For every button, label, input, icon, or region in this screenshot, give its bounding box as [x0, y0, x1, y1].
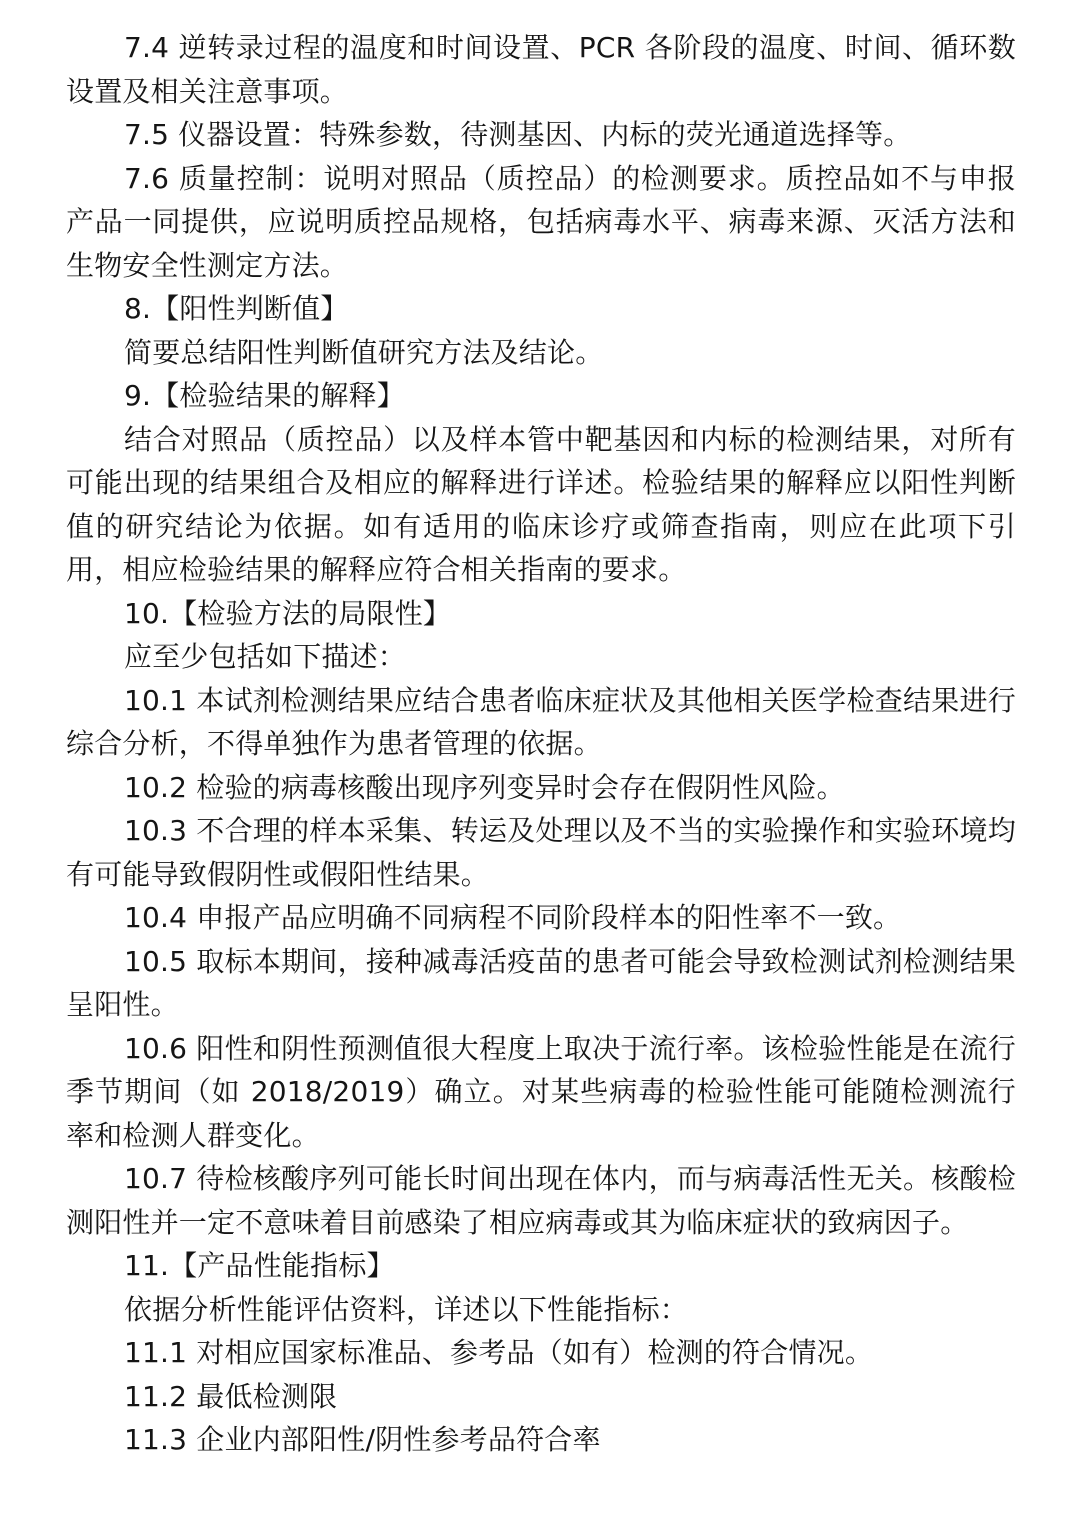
paragraph-7-5: 7.5 仪器设置：特殊参数，待测基因、内标的荧光通道选择等。	[124, 118, 912, 151]
paragraph-10-1: 10.1 本试剂检测结果应结合患者临床症状及其他相关医学检查结果进行综合分析，不得单独作为患者管理的依据。	[66, 683, 1016, 760]
paragraph-11-intro: 依据分析性能评估资料，详述以下性能指标：	[124, 1292, 689, 1326]
heading-9-result-interpretation: 9.【检验结果的解释】	[124, 379, 405, 412]
paragraph-7-4: 7.4 逆转录过程的温度和时间设置、PCR 各阶段的温度、时间、循环数设置及相关注意事项。	[66, 31, 1016, 108]
paragraph-10-2: 10.2 检验的病毒核酸出现序列变异时会存在假阴性风险。	[124, 770, 845, 804]
paragraph-7-6: 7.6 质量控制：说明对照品（质控品）的检测要求。质控品如不与申报产品一同提供，应说明质控品规格，包括病毒水平、病毒来源、灭活方法和生物安全性测定方法。	[66, 161, 1016, 282]
heading-11-performance-indicators: 11.【产品性能指标】	[124, 1249, 395, 1282]
paragraph-10-intro: 应至少包括如下描述：	[124, 640, 407, 673]
paragraph-11-2: 11.2 最低检测限	[124, 1379, 338, 1413]
paragraph-11-1: 11.1 对相应国家标准品、参考品（如有）检测的符合情况。	[124, 1336, 874, 1369]
paragraph-10-3: 10.3 不合理的样本采集、转运及处理以及不当的实验操作和实验环境均有可能导致假阴性或假阳性结果。	[66, 814, 1016, 891]
paragraph-10-6: 10.6 阳性和阴性预测值很大程度上取决于流行率。该检验性能是在流行季节期间（如 2018/2019）确立。对某些病毒的检验性能可能随检测流行率和检测人群变化。	[66, 1031, 1016, 1152]
paragraph-11-3: 11.3 企业内部阳性/阴性参考品符合率	[124, 1423, 601, 1456]
heading-10-method-limitations: 10.【检验方法的局限性】	[124, 596, 452, 630]
heading-8-positive-cutoff: 8.【阳性判断值】	[124, 292, 349, 325]
paragraph-10-5: 10.5 取标本期间，接种减毒活疫苗的患者可能会导致检测试剂检测结果呈阳性。	[66, 944, 1016, 1021]
paragraph-10-7: 10.7 待检核酸序列可能长时间出现在体内，而与病毒活性无关。核酸检测阳性并一定不意味着目前感染了相应病毒或其为临床症状的致病因子。	[66, 1162, 1016, 1239]
paragraph-10-4: 10.4 申报产品应明确不同病程不同阶段样本的阳性率不一致。	[124, 901, 902, 934]
paragraph-8-body: 简要总结阳性判断值研究方法及结论。	[124, 335, 604, 369]
paragraph-9-body: 结合对照品（质控品）以及样本管中靶基因和内标的检测结果，对所有可能出现的结果组合及相应的解释进行详述。检验结果的解释应以阳性判断值的研究结论为依据。如有适用的临床诊疗或筛查指南，则应在此项下引用，相应检验结果的解释应符合相关指南的要求。	[66, 422, 1016, 586]
